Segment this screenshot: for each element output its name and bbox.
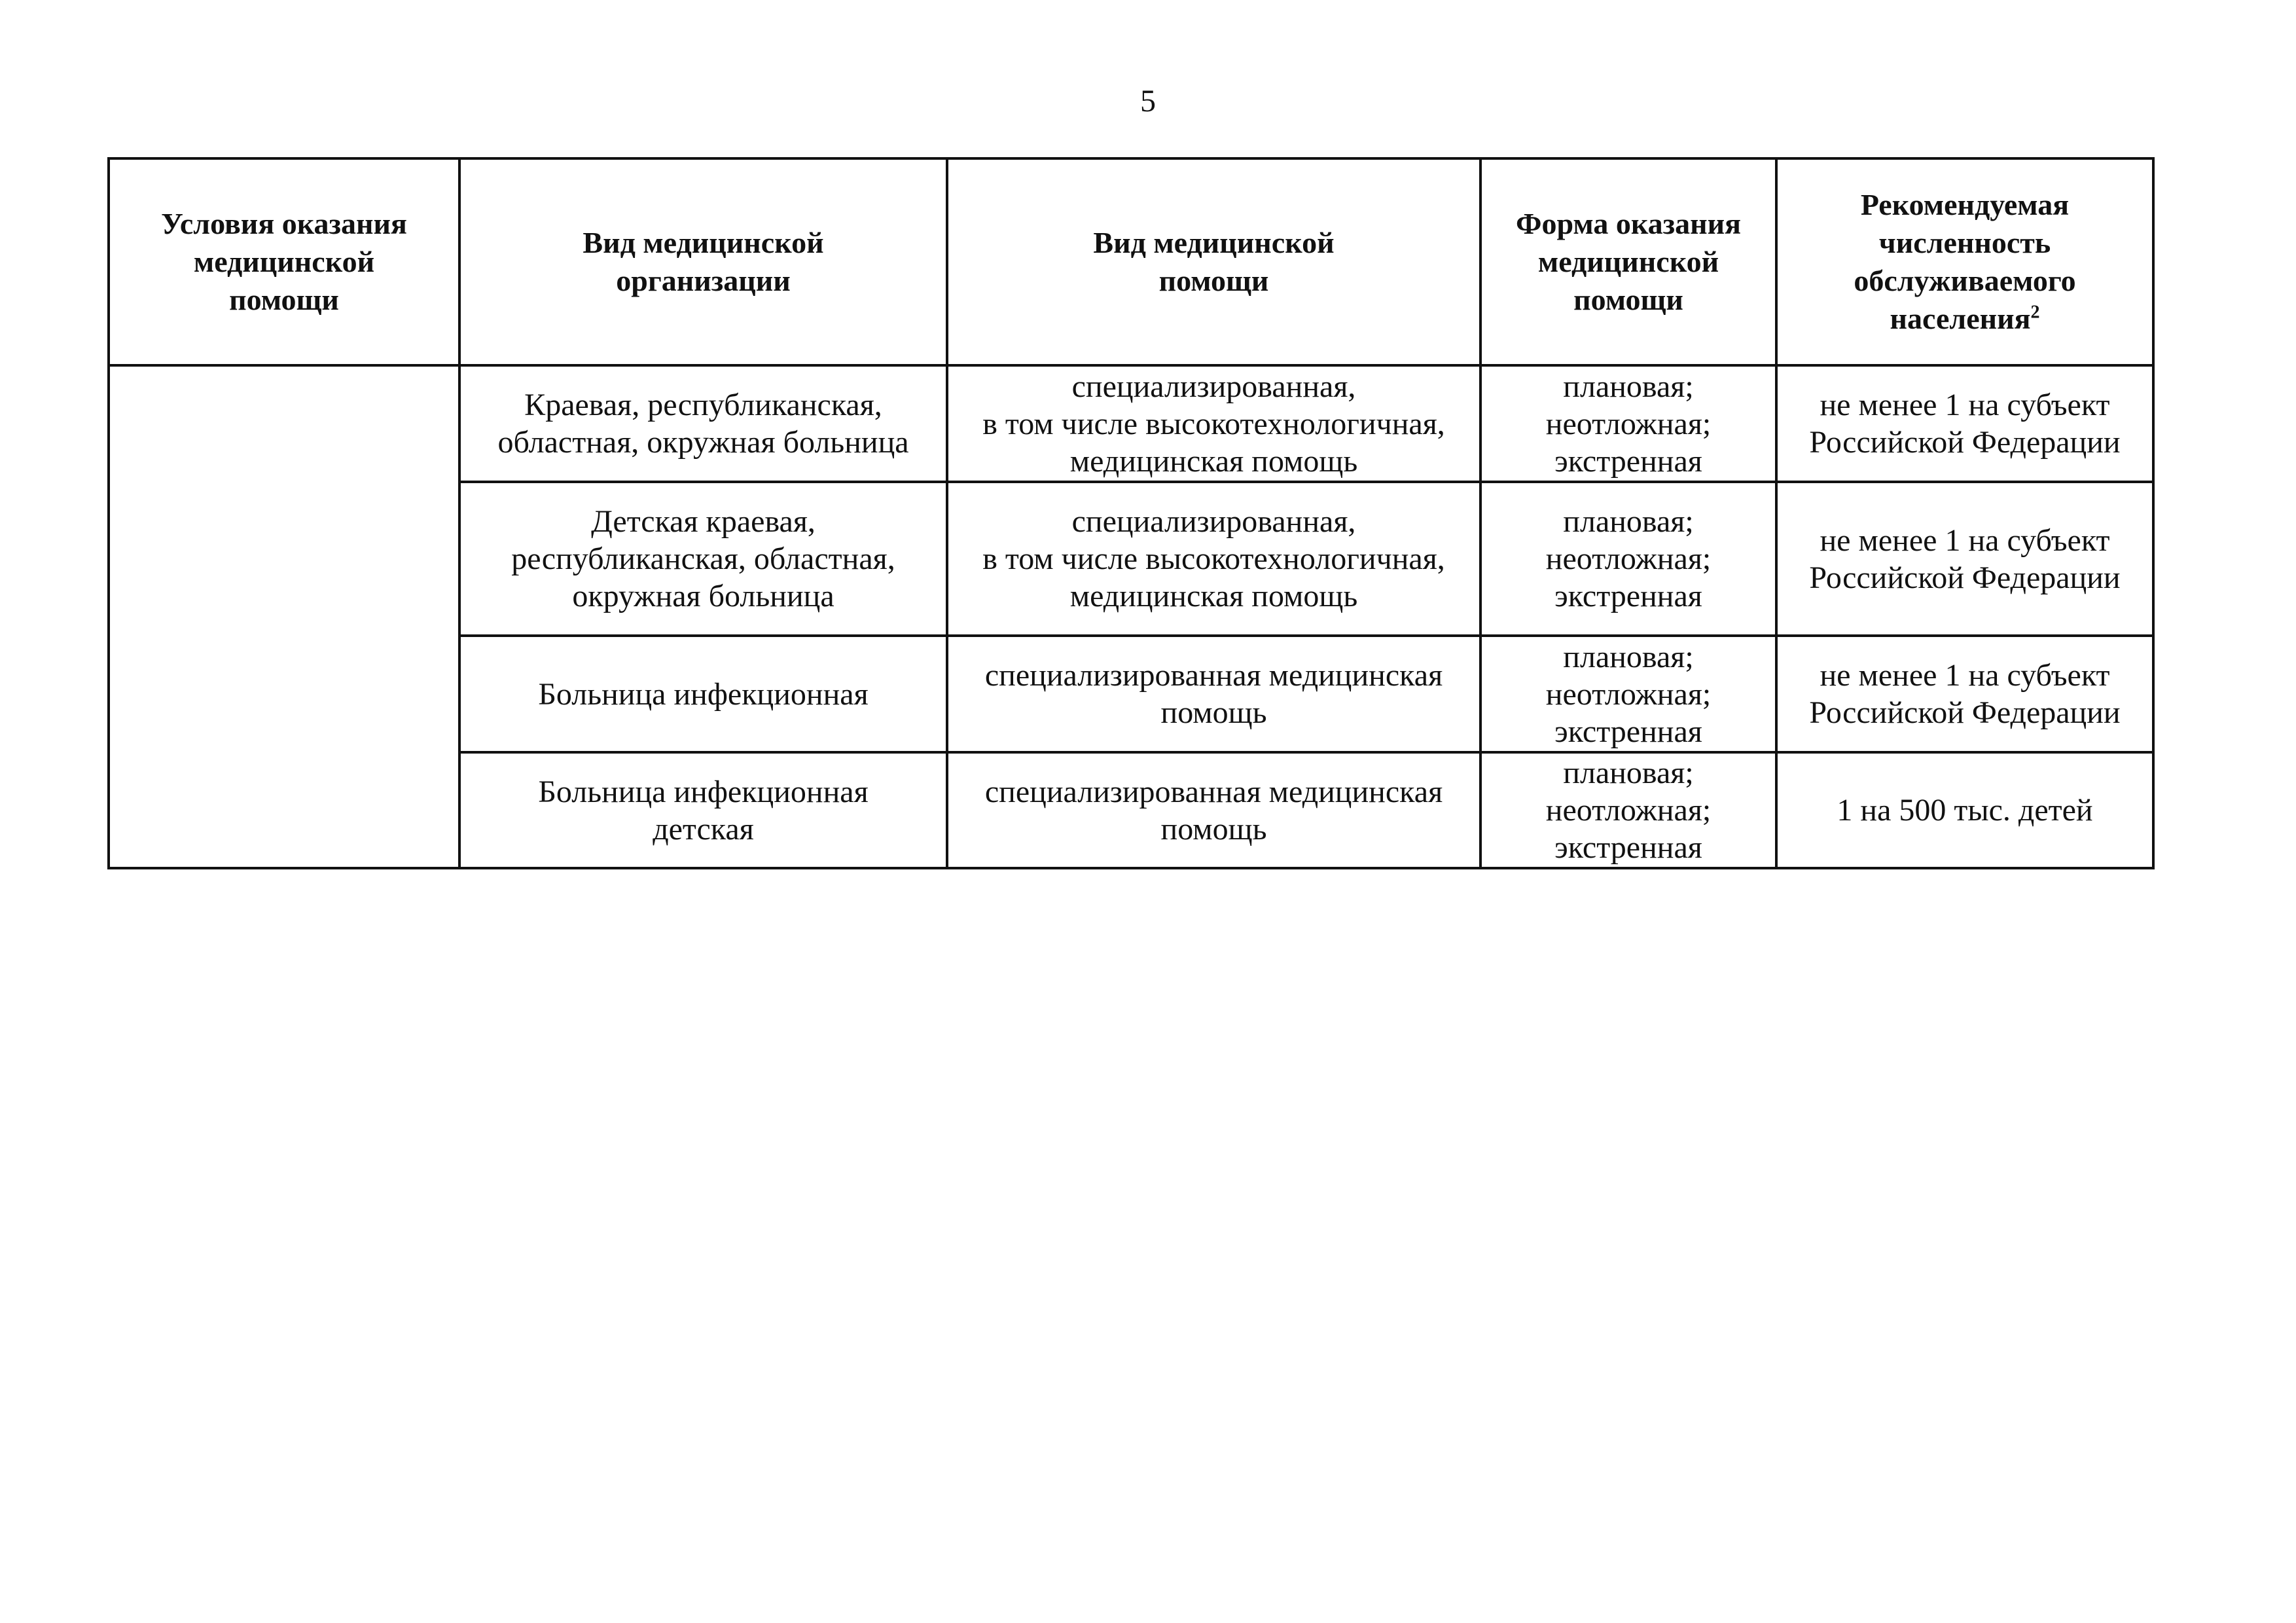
population-cell: не менее 1 на субъект Российской Федерации bbox=[1776, 365, 2153, 482]
care-type-cell: специализированная медицинская помощь bbox=[947, 752, 1480, 868]
header-organization-type: Вид медицинской организации bbox=[459, 158, 947, 365]
header-population: Рекомендуемая численность обслуживаемого населения$^2$ bbox=[1776, 158, 2153, 365]
footnote-marker: 2 bbox=[2030, 302, 2040, 323]
organization-cell: Детская краевая, республиканская, областная, окружная больница bbox=[459, 482, 947, 636]
care-form-cell: плановая; неотложная; экстренная bbox=[1480, 752, 1776, 868]
organization-cell: Больница инфекционная детская bbox=[459, 752, 947, 868]
population-cell: не менее 1 на субъект Российской Федерации bbox=[1776, 636, 2153, 752]
population-cell: не менее 1 на субъект Российской Федерации bbox=[1776, 482, 2153, 636]
care-type-cell: специализированная, в том числе высокотехнологичная, медицинская помощь bbox=[947, 482, 1480, 636]
header-care-form: Форма оказания медицинской помощи bbox=[1480, 158, 1776, 365]
organization-cell: Краевая, республиканская, областная, окружная больница bbox=[459, 365, 947, 482]
table-header-row bbox=[109, 158, 2153, 365]
care-type-cell: специализированная, в том числе высокотехнологичная, медицинская помощь bbox=[947, 365, 1480, 482]
organization-cell: Больница инфекционная bbox=[459, 636, 947, 752]
care-form-cell: плановая; неотложная; экстренная bbox=[1480, 636, 1776, 752]
population-cell: 1 на 500 тыс. детей bbox=[1776, 752, 2153, 868]
medical-organizations-table bbox=[107, 157, 2155, 869]
header-care-type: Вид медицинской помощи bbox=[947, 158, 1480, 365]
table-row bbox=[109, 365, 2153, 482]
care-type-cell: специализированная медицинская помощь bbox=[947, 636, 1480, 752]
care-form-cell: плановая; неотложная; экстренная bbox=[1480, 365, 1776, 482]
care-form-cell: плановая; неотложная; экстренная bbox=[1480, 482, 1776, 636]
conditions-cell bbox=[109, 365, 459, 868]
header-conditions: Условия оказания медицинской помощи bbox=[109, 158, 459, 365]
page-number: 5 bbox=[1140, 84, 1156, 119]
